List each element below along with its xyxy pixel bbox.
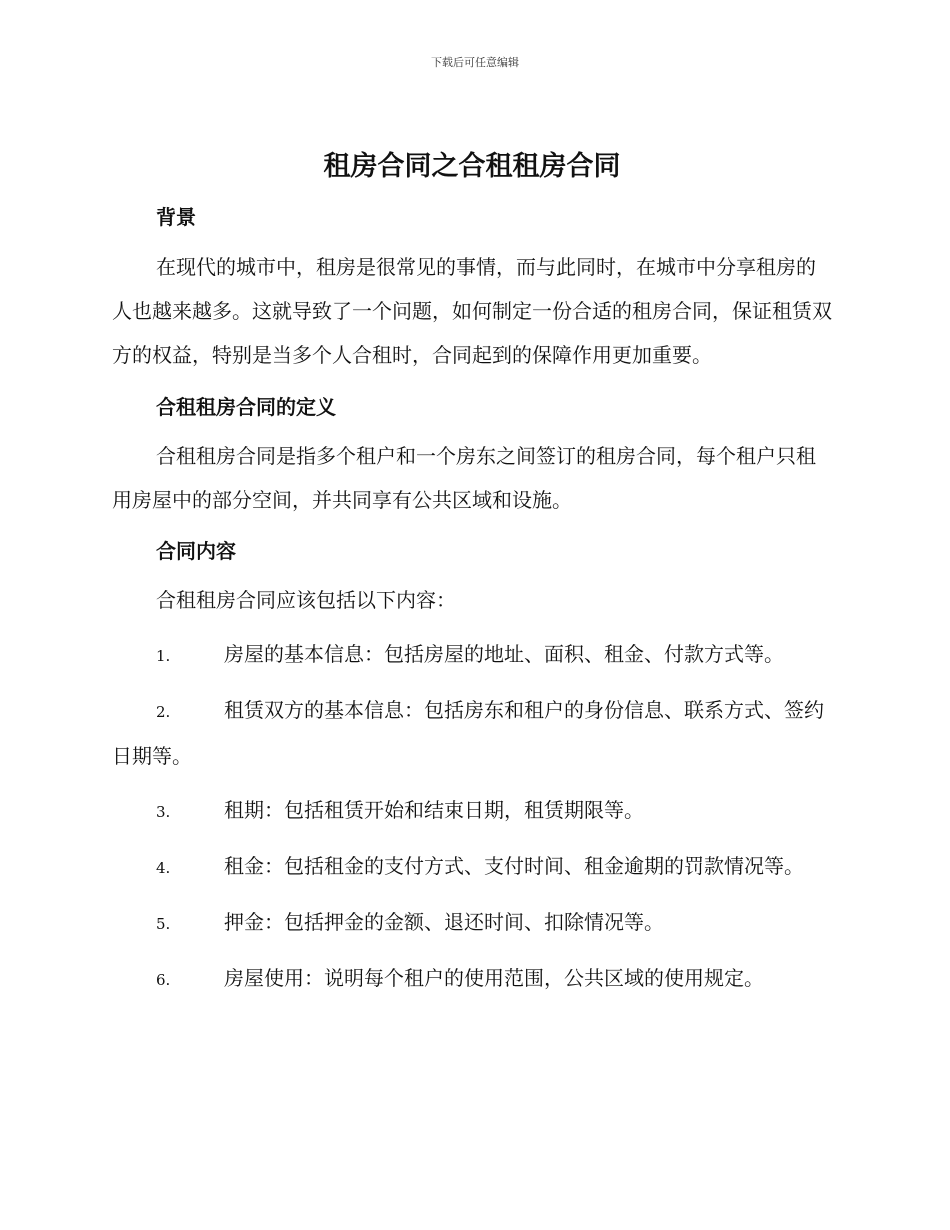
section-heading-background: 背景 xyxy=(156,205,196,229)
list-item xyxy=(112,632,832,678)
section-heading-definition: 合租租房合同的定义 xyxy=(156,395,336,419)
list-item-number: 5. xyxy=(156,915,171,933)
list-item-text: 房屋的基本信息：包括房屋的地址、面积、租金、付款方式等。 xyxy=(224,642,784,666)
list-item xyxy=(112,788,832,834)
list-item-number: 1. xyxy=(156,647,171,665)
list-item xyxy=(112,956,832,1002)
section-paragraph-contents-intro: 合租租房合同应该包括以下内容： xyxy=(156,588,456,612)
page-header-note: 下载后可任意编辑 xyxy=(431,56,519,69)
list-item-number: 4. xyxy=(156,859,171,877)
list-item-text: 房屋使用：说明每个租户的使用范围，公共区域的使用规定。 xyxy=(224,966,764,990)
section-paragraph-background: 在现代的城市中，租房是很常见的事情，而与此同时，在城市中分享租房的人也越来越多。这就导致了一个问题，如何制定一份合适的租房合同，保证租赁双方的权益，特别是当多个人合租时，合同起到的保障作用更加重要。 xyxy=(112,255,832,367)
list-item-text: 租期：包括租赁开始和结束日期，租赁期限等。 xyxy=(224,798,644,822)
contents-list xyxy=(112,632,832,1002)
section-heading-contents: 合同内容 xyxy=(156,539,236,563)
document-body xyxy=(112,148,832,1012)
document-title: 租房合同之合租租房合同 xyxy=(323,151,621,182)
list-item-number: 6. xyxy=(156,971,171,989)
list-item-text: 租金：包括租金的支付方式、支付时间、租金逾期的罚款情况等。 xyxy=(224,854,804,878)
list-item xyxy=(112,900,832,946)
list-item xyxy=(112,844,832,890)
list-item-text: 押金：包括押金的金额、退还时间、扣除情况等。 xyxy=(224,910,664,934)
section-paragraph-definition: 合租租房合同是指多个租户和一个房东之间签订的租房合同，每个租户只租用房屋中的部分空间，并共同享有公共区域和设施。 xyxy=(112,444,816,512)
list-item-number: 3. xyxy=(156,803,171,821)
list-item-text: 租赁双方的基本信息：包括房东和租户的身份信息、联系方式、签约日期等。 xyxy=(112,698,824,768)
list-item xyxy=(112,688,832,778)
list-item-number: 2. xyxy=(156,703,171,721)
